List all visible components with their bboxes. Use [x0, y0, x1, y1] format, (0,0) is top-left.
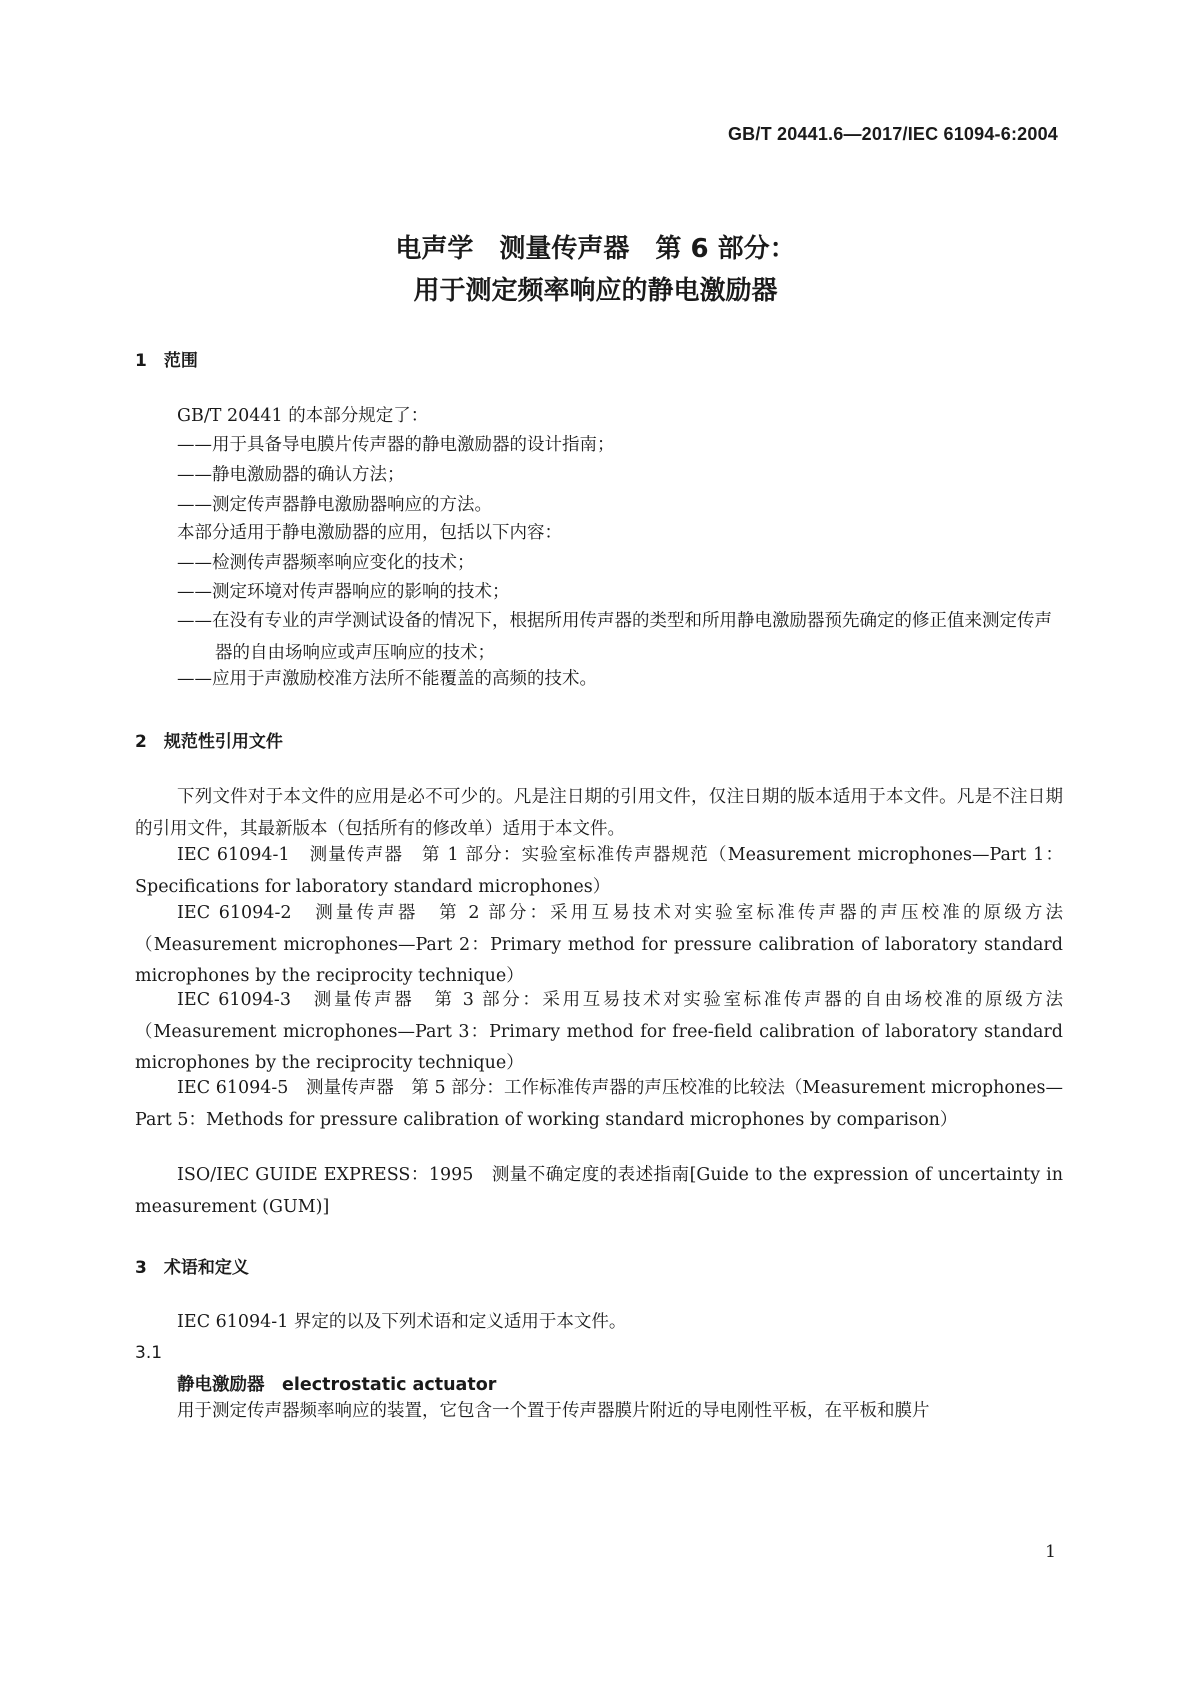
reference-3: IEC 61094-3 测量传声器 第 3 部分：采用互易技术对实验室标准传声器的自由场校准的原级方法（Measurement microphones—Part 3：Primary method for free-field calibration of laboratory standard microphones by the reciprocity technique） — [135, 990, 1063, 1073]
application-item-2: ——测定环境对传声器响应的影响的技术； — [177, 582, 510, 602]
section-3-heading: 3 术语和定义 — [135, 1258, 249, 1278]
scope-item-3: ——测定传声器静电激励器响应的方法。 — [177, 495, 492, 515]
title-line-1: 电声学 测量传声器 第 6 部分： — [395, 234, 796, 264]
document-title — [0, 228, 1191, 312]
section-1-intro-2: 本部分适用于静电激励器的应用，包括以下内容： — [177, 523, 562, 543]
section-3-paragraph: IEC 61094-1 界定的以及下列术语和定义适用于本文件。 — [177, 1312, 627, 1332]
application-item-3: ——在没有专业的声学测试设备的情况下，根据所用传声器的类型和所用静电激励器预先确定的修正值来测定传声器的自由场响应或声压响应的技术； — [177, 611, 1052, 663]
title-line-2: 用于测定频率响应的静电激励器 — [413, 276, 778, 306]
section-2-paragraph: 下列文件对于本文件的应用是必不可少的。凡是注日期的引用文件，仅注日期的版本适用于本文件。凡是不注日期的引用文件，其最新版本（包括所有的修改单）适用于本文件。 — [135, 787, 1063, 839]
term-number: 3.1 — [135, 1343, 163, 1363]
scope-item-1: ——用于具备导电膜片传声器的静电激励器的设计指南； — [177, 435, 615, 455]
section-1-heading: 1 范围 — [135, 351, 198, 371]
reference-1: IEC 61094-1 测量传声器 第 1 部分：实验室标准传声器规范（Measurement microphones—Part 1：Specifications for laboratory standard microphones） — [135, 845, 1063, 897]
application-item-4: ——应用于声激励校准方法所不能覆盖的高频的技术。 — [177, 669, 597, 689]
section-1-intro: GB/T 20441 的本部分规定了： — [177, 406, 429, 426]
section-2-heading: 2 规范性引用文件 — [135, 732, 283, 752]
reference-4: IEC 61094-5 测量传声器 第 5 部分：工作标准传声器的声压校准的比较法（Measurement microphones—Part 5：Methods for pressure calibration of working standard microphones by comparison） — [135, 1078, 1063, 1130]
term-title: 静电激励器 electrostatic actuator — [177, 1375, 497, 1395]
term-definition: 用于测定传声器频率响应的装置，它包含一个置于传声器膜片附近的导电刚性平板，在平板和膜片 — [177, 1401, 930, 1421]
standard-code: GB/T 20441.6—2017/IEC 61094-6:2004 — [727, 124, 1058, 144]
reference-5: ISO/IEC GUIDE EXPRESS：1995 测量不确定度的表述指南[Guide to the expression of uncertainty in measurement (GUM)] — [135, 1165, 1063, 1217]
reference-2: IEC 61094-2 测量传声器 第 2 部分：采用互易技术对实验室标准传声器的声压校准的原级方法（Measurement microphones—Part 2：Primary method for pressure calibration of laboratory standard microphones by the reciprocity technique） — [135, 903, 1063, 986]
scope-item-2: ——静电激励器的确认方法； — [177, 465, 405, 485]
page-number: 1 — [1045, 1542, 1056, 1562]
application-item-1: ——检测传声器频率响应变化的技术； — [177, 553, 475, 573]
